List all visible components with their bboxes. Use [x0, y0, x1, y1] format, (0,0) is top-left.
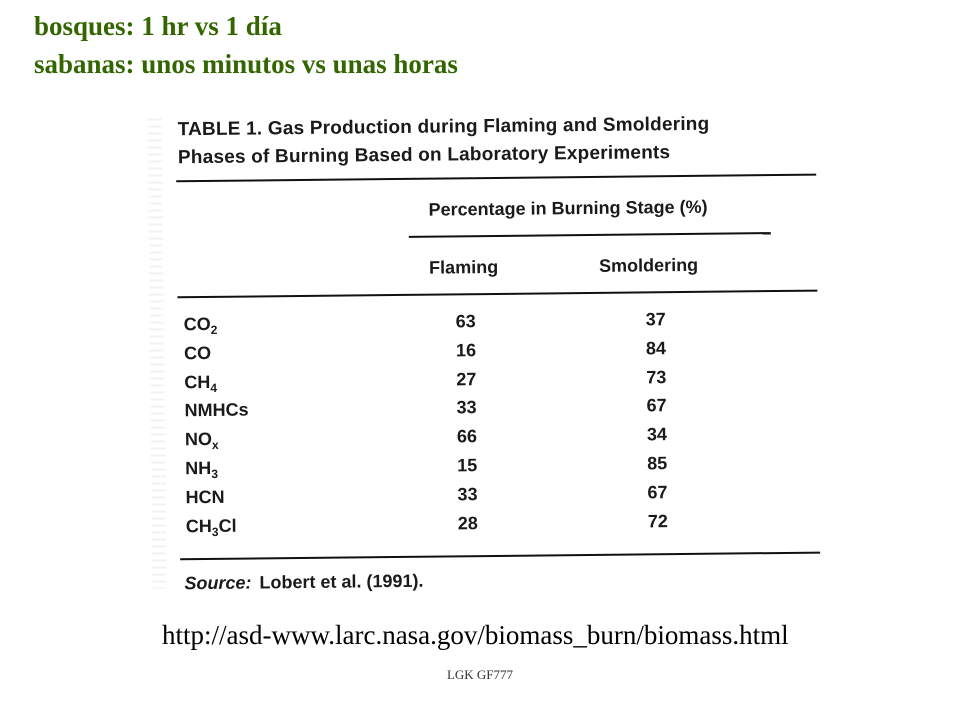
source-url: http://asd-www.larc.nasa.gov/biomass_burn/biomass.html — [162, 620, 789, 650]
gas-formula-base: CH — [184, 371, 211, 392]
heading-forests: bosques: 1 hr vs 1 día — [34, 11, 282, 41]
flaming-value: 15 — [457, 455, 478, 476]
flaming-value: 28 — [457, 512, 478, 533]
gas-formula-subscript: x — [211, 438, 219, 453]
flaming-value: 33 — [457, 483, 478, 505]
smoldering-value: 67 — [646, 395, 667, 416]
smoldering-value: 84 — [645, 337, 667, 359]
flaming-value: 66 — [456, 426, 478, 447]
gas-formula-base: CO — [183, 313, 211, 335]
gas-name — [184, 371, 217, 394]
column-header-smoldering: Smoldering — [599, 254, 699, 276]
header-rule — [177, 290, 817, 299]
scanned-table-image — [145, 91, 840, 610]
flaming-value: 16 — [455, 339, 477, 361]
table-title-line1: TABLE 1. Gas Production during Flaming and Smoldering — [177, 113, 710, 141]
gas-name — [184, 314, 218, 337]
heading-savannas: sabanas: unos minutos vs unas horas — [34, 49, 458, 79]
gas-formula-base: CO — [183, 342, 212, 364]
gas-formula-subscript: 3 — [211, 466, 219, 481]
gas-formula-suffix: Cl — [218, 515, 237, 536]
gas-name — [185, 458, 218, 481]
source-label: Source: — [184, 572, 252, 594]
table-title-line2: Phases of Burning Based on Laboratory Experiments — [177, 142, 671, 169]
table-bottom-rule — [180, 552, 820, 561]
smoldering-value: 67 — [647, 481, 668, 503]
smoldering-value: 34 — [646, 424, 668, 445]
gas-formula-base: CH — [185, 515, 212, 536]
smoldering-value: 73 — [646, 366, 667, 387]
gas-name — [186, 515, 237, 539]
gas-formula-base: NMHCs — [184, 399, 249, 421]
flaming-value: 27 — [456, 368, 477, 389]
gas-name — [185, 429, 219, 452]
table-body — [184, 308, 786, 545]
smoldering-value: 37 — [645, 309, 666, 330]
column-header-flaming: Flaming — [429, 256, 499, 278]
flaming-value: 33 — [456, 397, 477, 418]
smoldering-value: 85 — [647, 453, 668, 474]
gas-name — [184, 343, 211, 364]
source-citation: Lobert et al. (1991). — [259, 570, 424, 593]
gas-formula-subscript: 4 — [210, 380, 218, 395]
smoldering-value: 72 — [647, 510, 668, 531]
table-top-rule — [176, 174, 816, 183]
slide-footer: LGK GF777 — [446, 667, 514, 682]
gas-formula-base: NO — [184, 429, 213, 450]
table-row — [186, 510, 786, 545]
gas-formula-base: HCN — [185, 486, 225, 508]
gas-name — [185, 487, 224, 508]
table-title — [178, 110, 819, 173]
gas-formula-subscript: 2 — [210, 322, 218, 337]
gas-name — [185, 400, 249, 422]
flaming-value: 63 — [455, 311, 476, 332]
table-source — [184, 571, 423, 595]
gas-formula-subscript: 3 — [211, 524, 219, 539]
gas-formula-base: NH — [185, 457, 212, 479]
spanner-rule — [409, 232, 771, 237]
column-spanner-label: Percentage in Burning Stage (%) — [428, 196, 708, 220]
